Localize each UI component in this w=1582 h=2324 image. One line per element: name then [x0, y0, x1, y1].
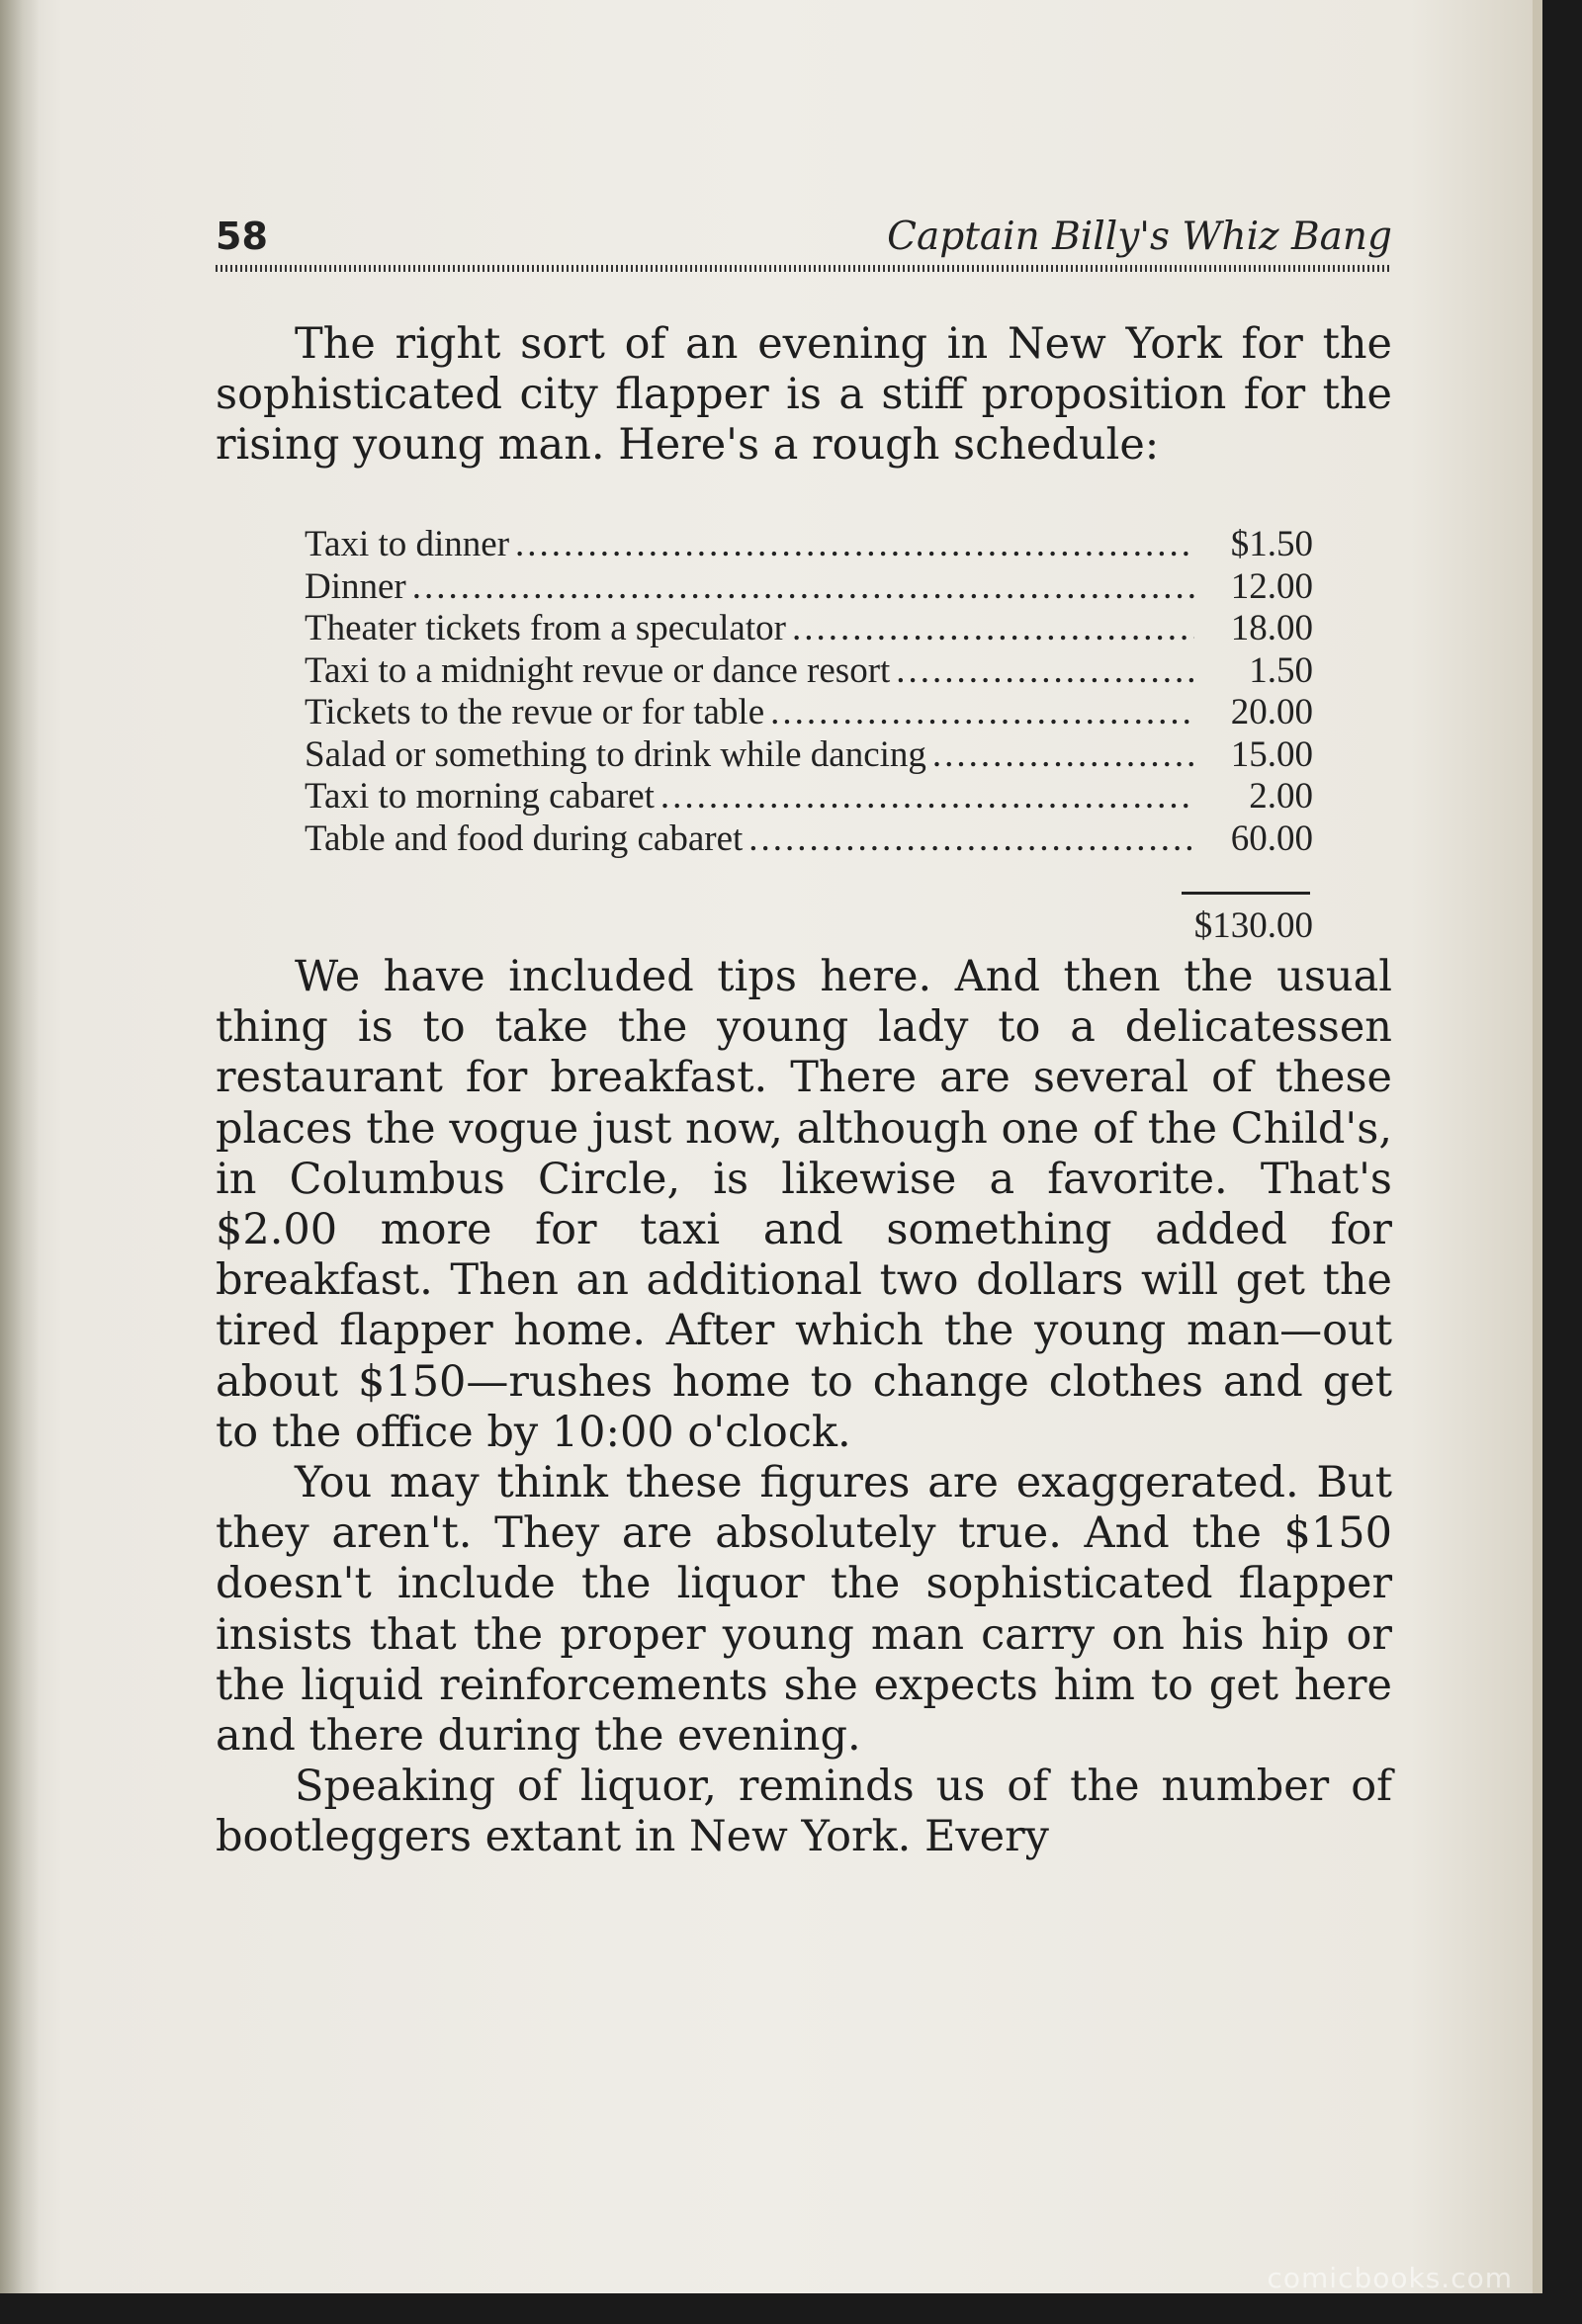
dot-leader: [764, 692, 1194, 734]
schedule-row: [305, 566, 1313, 609]
dot-leader: [743, 818, 1194, 861]
running-title: Captain Billy's Whiz Bang: [887, 215, 1392, 259]
schedule-amount: 20.00: [1230, 692, 1313, 732]
schedule-item: Taxi to morning cabaret: [305, 776, 655, 817]
dot-leader: [509, 524, 1194, 566]
book-spine-shadow: [0, 0, 40, 2293]
dot-leader: [786, 608, 1194, 650]
dot-leader: [406, 566, 1194, 609]
schedule-row: [305, 818, 1313, 861]
schedule-amount: 15.00: [1230, 733, 1313, 775]
schedule-row: [305, 608, 1313, 650]
schedule-amount: 1.50: [1249, 649, 1313, 691]
page-header: [216, 213, 1392, 272]
watermark: comicbooks.com: [1267, 2262, 1513, 2294]
sum-rule: [1182, 892, 1310, 895]
body-paragraph: Speaking of liquor, reminds us of the number of bootleggers extant in New York. Every: [216, 1762, 1392, 1862]
schedule-item: Tickets to the revue or for table: [305, 692, 765, 732]
schedule-row: [305, 524, 1313, 566]
body-text: [216, 952, 1392, 1863]
schedule-amount: 2.00: [1249, 776, 1313, 817]
dot-leader: [890, 650, 1194, 693]
schedule-amount: 12.00: [1230, 565, 1313, 607]
schedule-row: [305, 650, 1313, 693]
intro-block: [216, 319, 1392, 471]
header-rule: [216, 265, 1392, 272]
schedule-item: Table and food during cabaret: [305, 818, 744, 859]
schedule-item: Dinner: [305, 565, 406, 607]
schedule-row: [305, 776, 1313, 818]
schedule-amount: $1.50: [1230, 524, 1313, 564]
schedule-item: Taxi to dinner: [305, 524, 510, 564]
schedule-item: Theater tickets from a speculator: [305, 608, 786, 648]
schedule-row: [305, 734, 1313, 777]
dot-leader: [926, 734, 1194, 777]
body-paragraph: You may think these figures are exaggerated. But they aren't. They are absolutely true. And the $150 doesn't include the liquor the sophisticated flapper insists that the proper young man carry on his hip or the liquid reinforcements she expects him to get here and there during the evening.: [216, 1458, 1392, 1762]
schedule-item: Salad or something to drink while dancing: [305, 733, 926, 775]
body-paragraph: We have included tips here. And then the usual thing is to take the young lady to a delicatessen restaurant for breakfast. There are several of these places the vogue just now, although one of the Child's, in Columbus Circle, is likewise a favorite. That's $2.00 more for taxi and something added for breakfast. Then an additional two dollars will get the tired flapper home. After which the young man—out about $150—rushes home to change clothes and get to the office by 10:00 o'clock.: [216, 952, 1392, 1457]
dot-leader: [655, 776, 1194, 818]
expense-schedule: [305, 524, 1313, 860]
page-number: 58: [216, 215, 268, 258]
schedule-total: $130.00: [1193, 905, 1313, 946]
schedule-row: [305, 692, 1313, 734]
intro-paragraph: The right sort of an evening in New York for the sophisticated city flapper is a stiff proposition for the rising young man. Here's a rough schedule:: [216, 319, 1392, 470]
schedule-item: Taxi to a midnight revue or dance resort: [305, 649, 891, 691]
schedule-amount: 18.00: [1230, 608, 1313, 648]
schedule-amount: 60.00: [1230, 818, 1313, 859]
